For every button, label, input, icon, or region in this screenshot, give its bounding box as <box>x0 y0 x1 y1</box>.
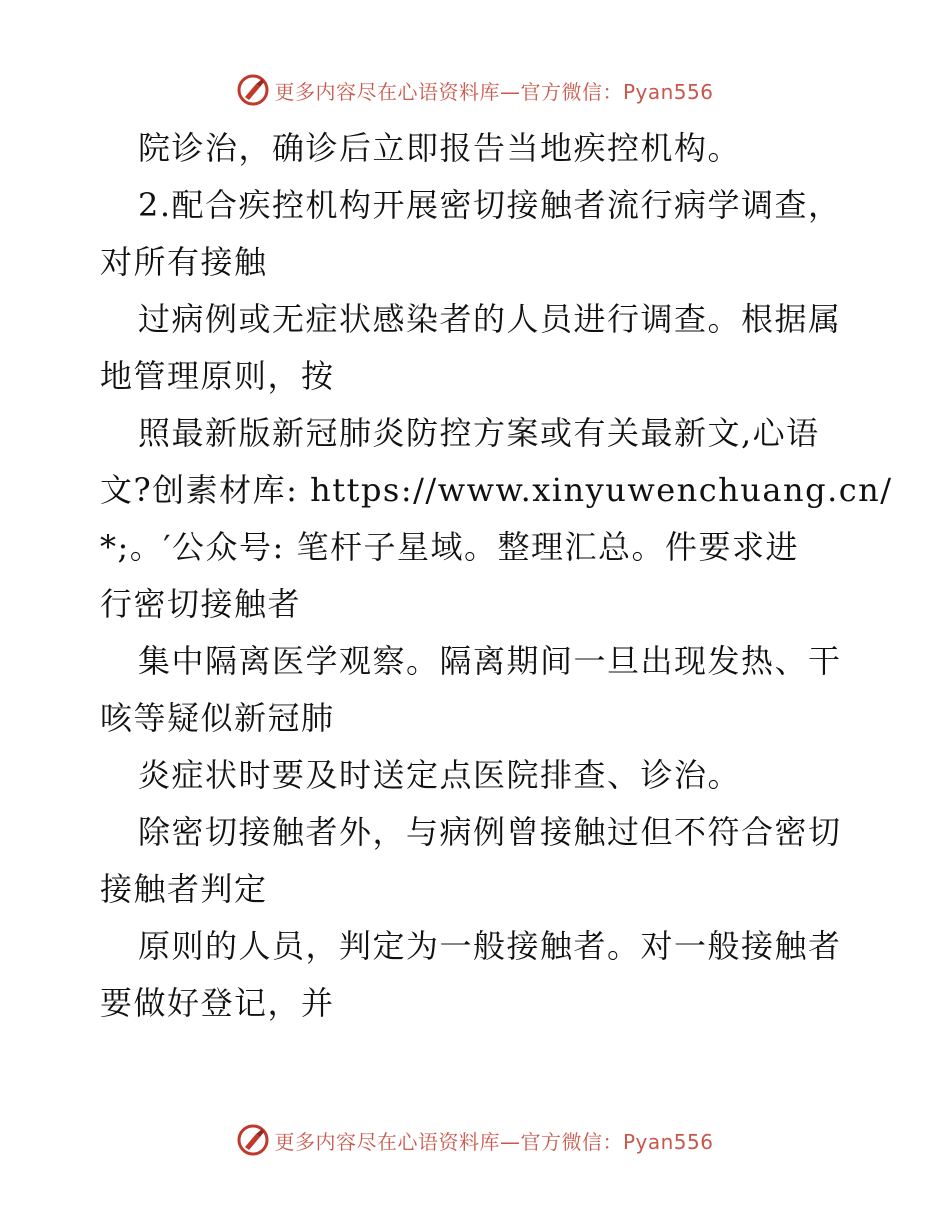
text-line: 集中隔离医学观察。隔离期间一旦出现发热、干 <box>138 642 842 680</box>
watermark-text: 更多内容尽在心语资料库—官方微信：Pyan556 <box>274 1129 714 1154</box>
text-line: 原则的人员，判定为一般接触者。对一般接触者 <box>138 927 842 965</box>
text-line: 炎症状时要及时送定点医院排查、诊治。 <box>138 756 742 794</box>
watermark-text: 更多内容尽在心语资料库—官方微信：Pyan556 <box>274 79 714 104</box>
text-line: *;。′公众号: 笔杆子星域。整理汇总。件要求进 <box>100 528 800 566</box>
brush-logo-icon <box>236 73 270 107</box>
text-line: 2.配合疾控机构开展密切接触者流行病学调查， <box>138 186 842 224</box>
text-line: 咳等疑似新冠肺 <box>100 699 335 737</box>
text-line: 地管理原则，按 <box>100 357 335 395</box>
brush-logo-icon <box>236 1123 270 1157</box>
footer-watermark <box>0 1122 950 1158</box>
text-line: 要做好登记，并 <box>100 984 335 1022</box>
text-line: 照最新版新冠肺炎防控方案或有关最新文,心语 <box>138 414 820 452</box>
text-line: 除密切接触者外，与病例曾接触过但不符合密切 <box>138 813 842 851</box>
text-line: 接触者判定 <box>100 870 268 908</box>
text-line: 文?创素材库: https://www.xinyuwenchuang.cn/ <box>100 471 893 509</box>
text-line: 对所有接触 <box>100 243 268 281</box>
header-watermark <box>0 72 950 108</box>
text-line: 过病例或无症状感染者的人员进行调查。根据属 <box>138 300 842 338</box>
text-line: 行密切接触者 <box>100 585 302 623</box>
document-body <box>100 120 893 1032</box>
text-line: 院诊治，确诊后立即报告当地疾控机构。 <box>138 129 742 167</box>
